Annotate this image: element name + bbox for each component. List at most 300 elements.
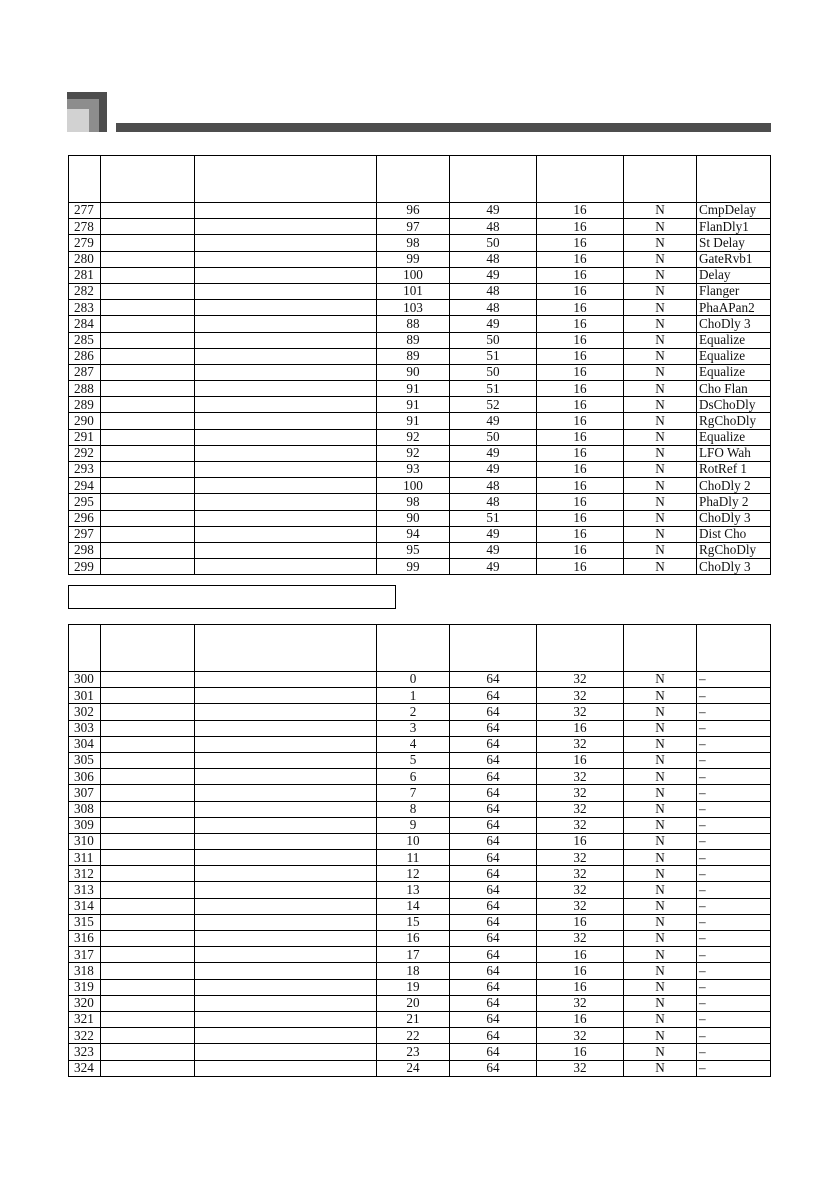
tone-name-cell (101, 817, 195, 833)
tone-category-cell (195, 866, 377, 882)
tone-number: 322 (69, 1028, 101, 1044)
program-change-cell: 103 (377, 300, 450, 316)
dsp-type-cell: – (697, 898, 771, 914)
flag-cell: N (624, 963, 697, 979)
max-polyphony-cell: 16 (537, 833, 624, 849)
tone-category-cell (195, 688, 377, 704)
flag-cell: N (624, 1060, 697, 1076)
tone-number: 301 (69, 688, 101, 704)
program-change-cell: 94 (377, 526, 450, 542)
max-polyphony-cell: 32 (537, 882, 624, 898)
flag-cell: N (624, 542, 697, 558)
program-change-cell: 21 (377, 1011, 450, 1027)
tone-name-cell (101, 494, 195, 510)
bank-select-msb-cell: 64 (450, 801, 537, 817)
table-row (69, 801, 771, 817)
max-polyphony-cell: 32 (537, 1028, 624, 1044)
program-change-cell: 99 (377, 559, 450, 575)
tone-name-cell (101, 332, 195, 348)
table-row (69, 817, 771, 833)
max-polyphony-cell: 16 (537, 914, 624, 930)
table-row (69, 785, 771, 801)
tone-name-cell (101, 833, 195, 849)
tone-name-cell (101, 979, 195, 995)
bank-select-msb-cell: 64 (450, 882, 537, 898)
flag-cell: N (624, 898, 697, 914)
table-row (69, 688, 771, 704)
dsp-type-cell: – (697, 1060, 771, 1076)
max-polyphony-cell: 32 (537, 672, 624, 688)
bank-select-msb-cell: 64 (450, 833, 537, 849)
tone-number: 304 (69, 736, 101, 752)
dsp-type-cell: – (697, 850, 771, 866)
bank-select-msb-cell: 64 (450, 979, 537, 995)
tone-number: 317 (69, 947, 101, 963)
flag-cell: N (624, 752, 697, 768)
tone-number: 293 (69, 462, 101, 478)
tone-name-cell (101, 704, 195, 720)
dsp-type-cell: RotRef 1 (697, 462, 771, 478)
dsp-type-cell: – (697, 979, 771, 995)
program-change-cell: 100 (377, 267, 450, 283)
tone-number: 279 (69, 235, 101, 251)
tone-name-cell (101, 235, 195, 251)
table-row (69, 947, 771, 963)
program-change-cell: 10 (377, 833, 450, 849)
flag-cell: N (624, 801, 697, 817)
tone-number: 282 (69, 283, 101, 299)
dsp-type-cell: FlanDly1 (697, 219, 771, 235)
dsp-type-cell: – (697, 720, 771, 736)
dsp-type-cell: ChoDly 3 (697, 510, 771, 526)
dsp-type-cell: Dist Cho (697, 526, 771, 542)
max-polyphony-cell: 32 (537, 995, 624, 1011)
flag-cell: N (624, 995, 697, 1011)
tone-category-cell (195, 720, 377, 736)
flag-cell: N (624, 914, 697, 930)
table-row (69, 672, 771, 688)
table-row (69, 704, 771, 720)
tone-number: 285 (69, 332, 101, 348)
program-change-cell: 101 (377, 283, 450, 299)
tone-number: 310 (69, 833, 101, 849)
dsp-type-cell: – (697, 672, 771, 688)
flag-cell: N (624, 979, 697, 995)
max-polyphony-cell: 32 (537, 931, 624, 947)
tone-number: 307 (69, 785, 101, 801)
table-row (69, 381, 771, 397)
bank-select-msb-cell: 64 (450, 947, 537, 963)
tone-category-cell (195, 833, 377, 849)
bank-select-msb-cell: 64 (450, 752, 537, 768)
tone-category-cell (195, 413, 377, 429)
dsp-type-cell: – (697, 785, 771, 801)
table-row (69, 478, 771, 494)
max-polyphony-cell: 16 (537, 381, 624, 397)
tone-category-cell (195, 510, 377, 526)
tone-name-cell (101, 736, 195, 752)
tone-category-cell (195, 283, 377, 299)
tone-name-cell (101, 510, 195, 526)
dsp-type-cell: Equalize (697, 332, 771, 348)
tone-name-cell (101, 397, 195, 413)
flag-cell: N (624, 364, 697, 380)
tone-name-cell (101, 882, 195, 898)
tone-category-cell (195, 1044, 377, 1060)
max-polyphony-cell: 32 (537, 769, 624, 785)
max-polyphony-cell: 32 (537, 898, 624, 914)
flag-cell: N (624, 1011, 697, 1027)
bank-select-msb-cell: 48 (450, 494, 537, 510)
max-polyphony-cell: 16 (537, 1011, 624, 1027)
program-change-cell: 12 (377, 866, 450, 882)
tone-category-cell (195, 785, 377, 801)
bank-select-msb-cell: 50 (450, 429, 537, 445)
flag-cell: N (624, 445, 697, 461)
section-header-bar (116, 123, 771, 132)
bank-select-msb-cell: 50 (450, 332, 537, 348)
bank-select-msb-cell: 64 (450, 850, 537, 866)
max-polyphony-cell: 16 (537, 397, 624, 413)
tone-number: 324 (69, 1060, 101, 1076)
flag-cell: N (624, 203, 697, 219)
table-row (69, 300, 771, 316)
dsp-type-cell: Equalize (697, 364, 771, 380)
program-change-cell: 19 (377, 979, 450, 995)
bank-select-msb-cell: 64 (450, 704, 537, 720)
max-polyphony-cell: 16 (537, 283, 624, 299)
tone-number: 311 (69, 850, 101, 866)
max-polyphony-cell: 32 (537, 704, 624, 720)
bank-select-msb-cell: 48 (450, 283, 537, 299)
flag-cell: N (624, 381, 697, 397)
max-polyphony-cell: 32 (537, 866, 624, 882)
table-row (69, 267, 771, 283)
table-row (69, 979, 771, 995)
dsp-type-cell: – (697, 914, 771, 930)
flag-cell: N (624, 300, 697, 316)
tone-name-cell (101, 445, 195, 461)
tone-category-cell (195, 348, 377, 364)
flag-cell: N (624, 672, 697, 688)
bank-select-msb-cell: 51 (450, 348, 537, 364)
flag-cell: N (624, 1028, 697, 1044)
tone-category-cell (195, 300, 377, 316)
tone-category-cell (195, 559, 377, 575)
table-row (69, 251, 771, 267)
program-change-cell: 4 (377, 736, 450, 752)
tone-number: 287 (69, 364, 101, 380)
section-corner-graphic (67, 92, 107, 132)
bank-select-msb-cell: 48 (450, 219, 537, 235)
flag-cell: N (624, 833, 697, 849)
tone-number: 305 (69, 752, 101, 768)
table-row (69, 995, 771, 1011)
program-change-cell: 91 (377, 413, 450, 429)
max-polyphony-cell: 32 (537, 817, 624, 833)
tone-category-cell (195, 332, 377, 348)
table-row (69, 429, 771, 445)
flag-cell: N (624, 526, 697, 542)
tone-name-cell (101, 526, 195, 542)
tone-number: 278 (69, 219, 101, 235)
tone-name-cell (101, 1028, 195, 1044)
bank-select-msb-cell: 64 (450, 914, 537, 930)
tone-category-cell (195, 1060, 377, 1076)
max-polyphony-cell: 16 (537, 963, 624, 979)
bank-select-msb-cell: 48 (450, 478, 537, 494)
max-polyphony-cell: 16 (537, 316, 624, 332)
max-polyphony-cell: 16 (537, 251, 624, 267)
table-row (69, 769, 771, 785)
tone-category-cell (195, 397, 377, 413)
bank-select-msb-cell: 49 (450, 462, 537, 478)
tone-name-cell (101, 364, 195, 380)
tone-category-cell (195, 769, 377, 785)
tone-table-1 (68, 155, 771, 575)
max-polyphony-cell: 16 (537, 979, 624, 995)
program-change-cell: 9 (377, 817, 450, 833)
max-polyphony-cell: 16 (537, 348, 624, 364)
tone-name-cell (101, 931, 195, 947)
dsp-type-cell: Equalize (697, 348, 771, 364)
program-change-cell: 89 (377, 348, 450, 364)
tone-name-cell (101, 752, 195, 768)
tone-name-cell (101, 1011, 195, 1027)
program-change-cell: 11 (377, 850, 450, 866)
tone-number: 313 (69, 882, 101, 898)
tone-name-cell (101, 203, 195, 219)
tone-name-cell (101, 785, 195, 801)
program-change-cell: 91 (377, 397, 450, 413)
program-change-cell: 89 (377, 332, 450, 348)
tone-category-cell (195, 478, 377, 494)
tone-category-cell (195, 736, 377, 752)
flag-cell: N (624, 283, 697, 299)
max-polyphony-cell: 16 (537, 235, 624, 251)
tone-name-cell (101, 462, 195, 478)
tone-number: 297 (69, 526, 101, 542)
tone-category-cell (195, 914, 377, 930)
flag-cell: N (624, 704, 697, 720)
tone-number: 308 (69, 801, 101, 817)
bank-select-msb-cell: 64 (450, 963, 537, 979)
bank-select-msb-cell: 64 (450, 931, 537, 947)
program-change-cell: 5 (377, 752, 450, 768)
flag-cell: N (624, 1044, 697, 1060)
max-polyphony-cell: 16 (537, 752, 624, 768)
tone-number: 302 (69, 704, 101, 720)
tone-name-cell (101, 801, 195, 817)
tone-category-cell (195, 963, 377, 979)
table-row (69, 283, 771, 299)
dsp-type-cell: Equalize (697, 429, 771, 445)
tone-number: 294 (69, 478, 101, 494)
tone-number: 295 (69, 494, 101, 510)
program-change-cell: 92 (377, 429, 450, 445)
table-row (69, 510, 771, 526)
max-polyphony-cell: 16 (537, 542, 624, 558)
bank-select-msb-cell: 64 (450, 1044, 537, 1060)
tone-number: 319 (69, 979, 101, 995)
table-row (69, 898, 771, 914)
tone-number: 320 (69, 995, 101, 1011)
table-row (69, 397, 771, 413)
dsp-type-cell: – (697, 1028, 771, 1044)
program-change-cell: 20 (377, 995, 450, 1011)
bank-select-msb-cell: 64 (450, 866, 537, 882)
bank-select-msb-cell: 51 (450, 510, 537, 526)
tone-number: 290 (69, 413, 101, 429)
program-change-cell: 99 (377, 251, 450, 267)
max-polyphony-cell: 16 (537, 429, 624, 445)
tone-number: 299 (69, 559, 101, 575)
tone-name-cell (101, 672, 195, 688)
max-polyphony-cell: 32 (537, 850, 624, 866)
tone-name-cell (101, 914, 195, 930)
bank-select-msb-cell: 49 (450, 542, 537, 558)
program-change-cell: 90 (377, 364, 450, 380)
tone-number: 292 (69, 445, 101, 461)
bank-select-msb-cell: 64 (450, 1060, 537, 1076)
program-change-cell: 3 (377, 720, 450, 736)
tone-number: 300 (69, 672, 101, 688)
bank-select-msb-cell: 64 (450, 1028, 537, 1044)
tone-name-cell (101, 300, 195, 316)
dsp-type-cell: – (697, 769, 771, 785)
max-polyphony-cell: 16 (537, 462, 624, 478)
tone-category-cell (195, 898, 377, 914)
table-row (69, 364, 771, 380)
tone-name-cell (101, 963, 195, 979)
max-polyphony-cell: 16 (537, 720, 624, 736)
bank-select-msb-cell: 51 (450, 381, 537, 397)
bank-select-msb-cell: 64 (450, 688, 537, 704)
tone-category-cell (195, 219, 377, 235)
max-polyphony-cell: 16 (537, 1044, 624, 1060)
flag-cell: N (624, 510, 697, 526)
flag-cell: N (624, 769, 697, 785)
dsp-type-cell: – (697, 736, 771, 752)
tone-category-cell (195, 267, 377, 283)
program-change-cell: 13 (377, 882, 450, 898)
bank-select-msb-cell: 49 (450, 445, 537, 461)
bank-select-msb-cell: 49 (450, 526, 537, 542)
tone-name-cell (101, 947, 195, 963)
max-polyphony-cell: 16 (537, 203, 624, 219)
table-row (69, 914, 771, 930)
flag-cell: N (624, 947, 697, 963)
max-polyphony-cell: 32 (537, 785, 624, 801)
dsp-type-cell: LFO Wah (697, 445, 771, 461)
tone-category-cell (195, 947, 377, 963)
max-polyphony-cell: 32 (537, 736, 624, 752)
bank-select-msb-cell: 49 (450, 413, 537, 429)
tone-number: 309 (69, 817, 101, 833)
tone-number: 323 (69, 1044, 101, 1060)
program-change-cell: 96 (377, 203, 450, 219)
program-change-cell: 2 (377, 704, 450, 720)
tone-category-cell (195, 672, 377, 688)
max-polyphony-cell: 16 (537, 300, 624, 316)
dsp-type-cell: – (697, 752, 771, 768)
program-change-cell: 7 (377, 785, 450, 801)
tone-number: 284 (69, 316, 101, 332)
tone-category-cell (195, 364, 377, 380)
dsp-type-cell: – (697, 817, 771, 833)
tone-table-2-body (69, 625, 771, 1077)
dsp-type-cell: RgChoDly (697, 542, 771, 558)
dsp-type-cell: – (697, 931, 771, 947)
flag-cell: N (624, 267, 697, 283)
dsp-type-cell: Delay (697, 267, 771, 283)
dsp-type-cell: ChoDly 2 (697, 478, 771, 494)
tone-number: 318 (69, 963, 101, 979)
max-polyphony-cell: 16 (537, 364, 624, 380)
bank-select-msb-cell: 48 (450, 300, 537, 316)
bank-select-msb-cell: 52 (450, 397, 537, 413)
tone-category-cell (195, 850, 377, 866)
program-change-cell: 22 (377, 1028, 450, 1044)
tone-number: 315 (69, 914, 101, 930)
tone-category-cell (195, 817, 377, 833)
tone-name-cell (101, 219, 195, 235)
flag-cell: N (624, 251, 697, 267)
table-header-row (69, 625, 771, 672)
table-row (69, 413, 771, 429)
tone-number: 291 (69, 429, 101, 445)
flag-cell: N (624, 817, 697, 833)
dsp-type-cell: – (697, 1011, 771, 1027)
table-row (69, 963, 771, 979)
table-row (69, 219, 771, 235)
dsp-type-cell: St Delay (697, 235, 771, 251)
table-row (69, 720, 771, 736)
flag-cell: N (624, 219, 697, 235)
tone-name-cell (101, 559, 195, 575)
tone-name-cell (101, 866, 195, 882)
program-change-cell: 100 (377, 478, 450, 494)
bank-select-msb-cell: 64 (450, 720, 537, 736)
flag-cell: N (624, 866, 697, 882)
program-change-cell: 95 (377, 542, 450, 558)
program-change-cell: 1 (377, 688, 450, 704)
table-row (69, 1011, 771, 1027)
tone-category-cell (195, 882, 377, 898)
table-row (69, 866, 771, 882)
tone-name-cell (101, 381, 195, 397)
program-change-cell: 0 (377, 672, 450, 688)
tone-name-cell (101, 995, 195, 1011)
dsp-type-cell: – (697, 947, 771, 963)
flag-cell: N (624, 235, 697, 251)
max-polyphony-cell: 16 (537, 510, 624, 526)
program-change-cell: 98 (377, 494, 450, 510)
tone-name-cell (101, 348, 195, 364)
max-polyphony-cell: 16 (537, 478, 624, 494)
flag-cell: N (624, 462, 697, 478)
dsp-type-cell: – (697, 801, 771, 817)
tone-category-cell (195, 979, 377, 995)
table-row (69, 736, 771, 752)
max-polyphony-cell: 16 (537, 947, 624, 963)
tone-number: 286 (69, 348, 101, 364)
tone-category-cell (195, 203, 377, 219)
dsp-type-cell: Flanger (697, 283, 771, 299)
bank-select-msb-cell: 64 (450, 785, 537, 801)
program-change-cell: 6 (377, 769, 450, 785)
dsp-type-cell: – (697, 963, 771, 979)
